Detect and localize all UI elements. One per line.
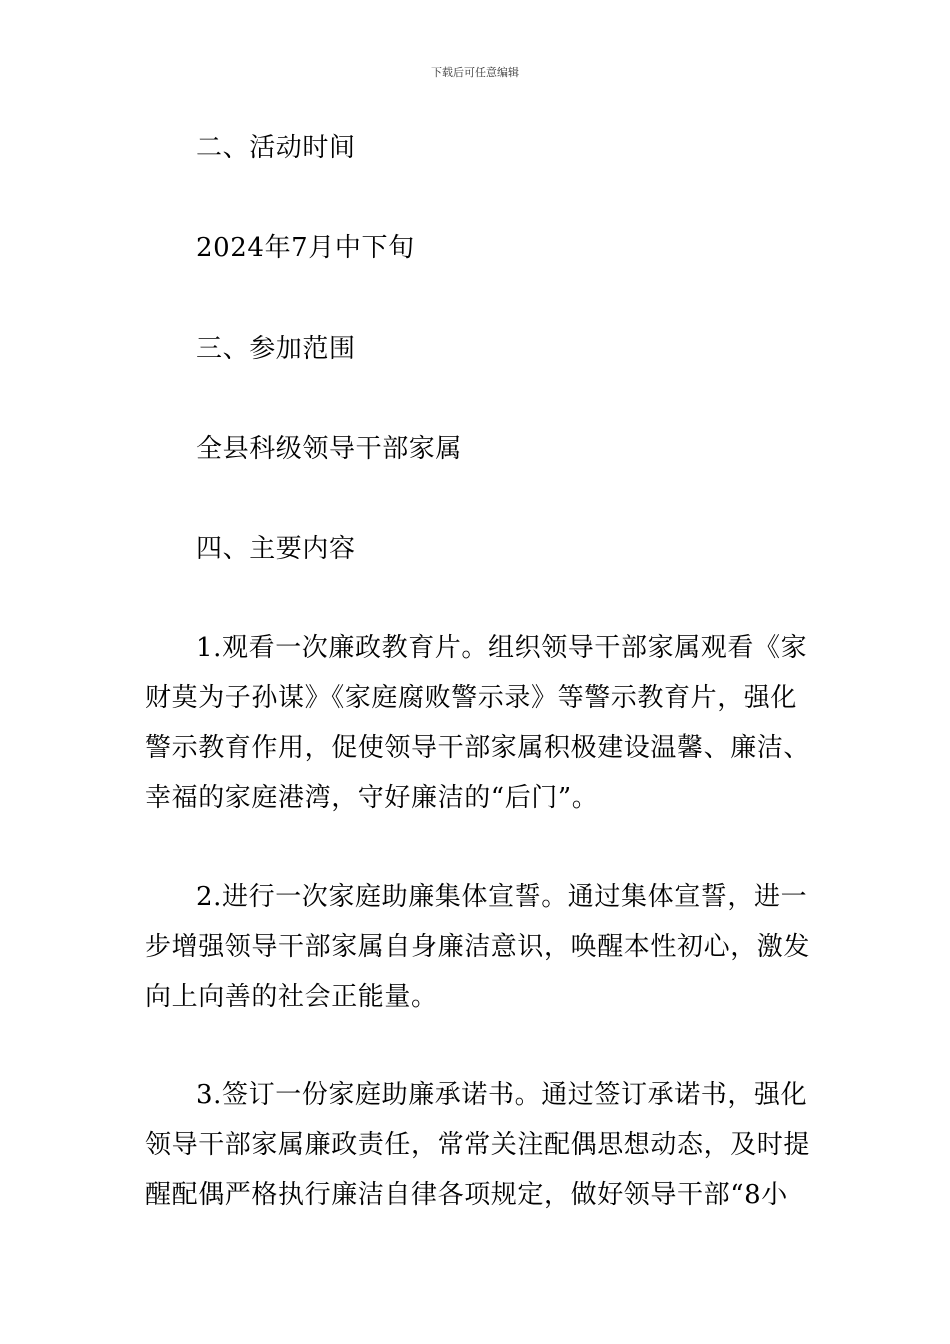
paragraph-line: 1.观看一次廉政教育片。组织领导干部家属观看《家 [196,633,808,663]
section-heading-scope: 三、参加范围 [196,334,356,364]
section-heading-time: 二、活动时间 [196,133,356,163]
section-heading-content: 四、主要内容 [196,534,356,564]
paragraph-line: 2.进行一次家庭助廉集体宣誓。通过集体宣誓，进一 [196,882,808,912]
paragraph-line: 3.签订一份家庭助廉承诺书。通过签订承诺书，强化 [196,1080,808,1110]
paragraph-line: 步增强领导干部家属自身廉洁意识，唤醒本性初心，激发 [145,932,811,962]
paragraph-line: 幸福的家庭港湾，守好廉洁的“后门”。 [145,783,599,813]
paragraph-line: 领导干部家属廉政责任，常常关注配偶思想动态，及时提 [145,1130,811,1160]
paragraph-line: 警示教育作用，促使领导干部家属积极建设温馨、廉洁、 [145,733,811,763]
scope-value: 全县科级领导干部家属 [196,434,463,464]
paragraph-line: 财莫为子孙谋》《家庭腐败警示录》等警示教育片，强化 [145,683,798,713]
time-value: 2024年7月中下旬 [196,233,415,263]
page-header: 下载后可任意编辑 [431,66,519,79]
paragraph-line: 向上向善的社会正能量。 [145,982,438,1012]
paragraph-line: 醒配偶严格执行廉洁自律各项规定，做好领导干部“8小 [145,1180,788,1210]
